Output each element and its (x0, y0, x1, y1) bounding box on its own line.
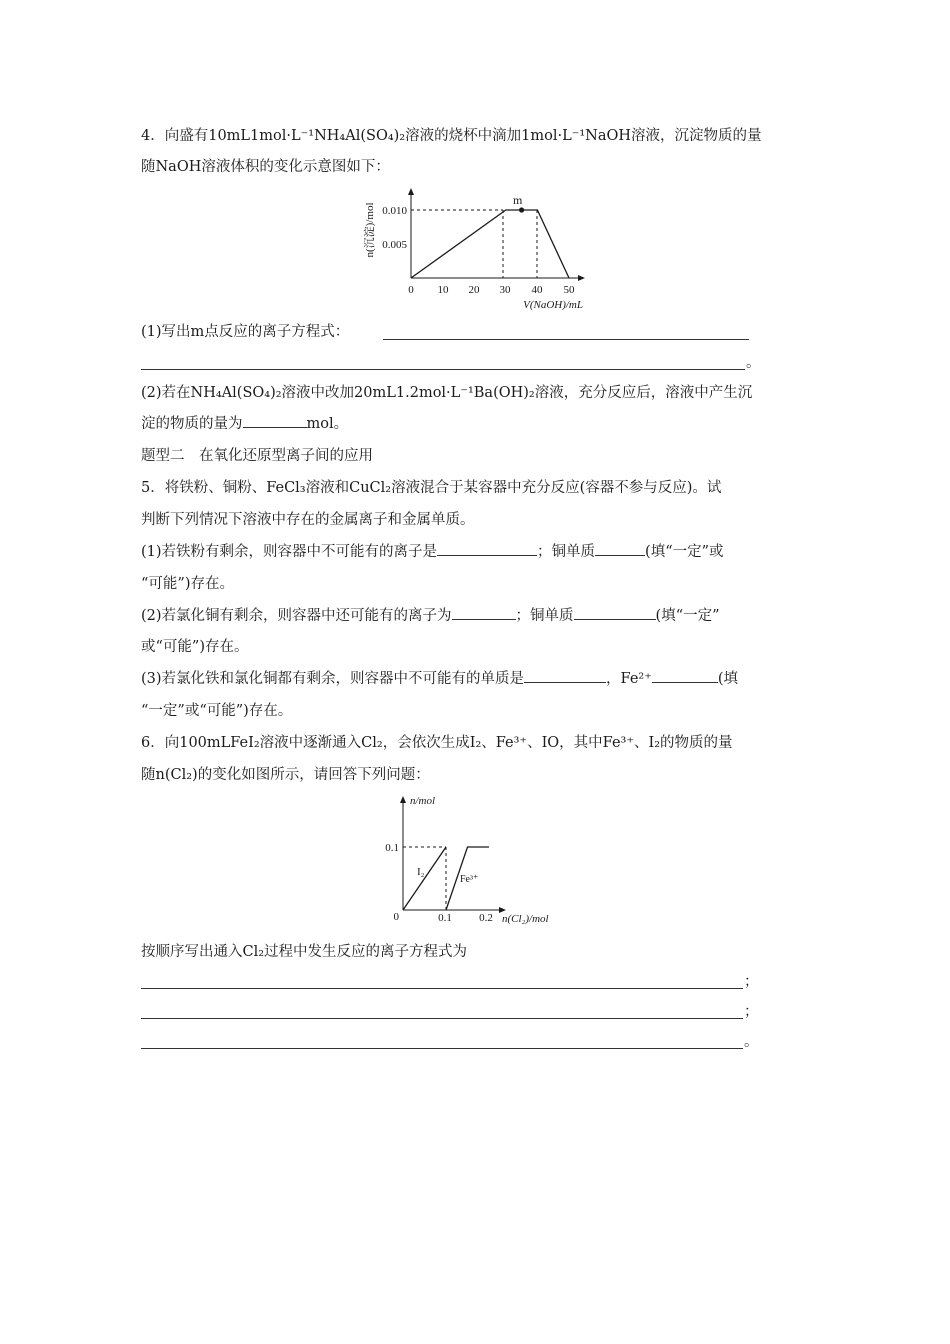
q5-s1-text-b: ；铜单质 (537, 544, 596, 560)
q4-sub2-prefix: 淀的物质的量为 (141, 416, 243, 432)
q5-s1-cont: “可能”)存在。 (141, 576, 234, 592)
chart1-ylabel: n(沉淀)/mol (364, 202, 376, 258)
chart2-xtick-01: 0.1 (438, 912, 452, 924)
q5-s3-text-a: (3)若氯化铁和氯化铜都有剩余，则容器中不可能有的单质是 (141, 671, 525, 687)
chart1-point-m (519, 207, 524, 212)
q4-sub1-blank[interactable] (383, 339, 749, 340)
q4-sub1-text: (1)写出m点反应的离子方程式： (141, 324, 350, 340)
q5-s2-text-c: (填“一定” (655, 608, 720, 624)
q6-answer-blank1[interactable] (141, 988, 743, 989)
chart2-label-i2: I₂ (417, 866, 425, 878)
chart2-label-fe3: Fe³⁺ (460, 874, 479, 885)
q4-sub2-line1: (2)若在NH₄Al(SO₄)₂溶液中改加20mL1.2mol·L⁻¹Ba(OH)₂溶液，充分反应后，溶液中产生沉 (141, 385, 753, 401)
q5-s2-blank1[interactable] (452, 605, 516, 620)
q5-s2-blank2[interactable] (574, 605, 656, 620)
chart2-y-arrow (400, 796, 406, 803)
q4-sub1-end: 。 (746, 355, 761, 371)
q5-s1 (141, 541, 811, 563)
chart1-ytick-0010: 0.010 (382, 205, 407, 217)
q6-answer-blank2[interactable] (141, 1018, 743, 1019)
q5-s3-cont: “一定”或“可能”)存在。 (141, 703, 293, 719)
chart1-xtick-0: 0 (408, 284, 414, 296)
q4-sub1-blank-line2[interactable] (141, 369, 745, 370)
chart2-xlabel: n(Cl₂)/mol (502, 913, 549, 925)
q4-line2: 随NaOH溶液体积的变化示意图如下： (141, 159, 390, 175)
chart1-xtick-20: 20 (468, 284, 480, 296)
q6-end3: 。 (744, 1034, 759, 1050)
chart-precipitate-vs-naoh (355, 188, 595, 313)
chart1-annotation-m: m (513, 193, 523, 207)
q5-s2-text-b: ；铜单质 (515, 608, 574, 624)
q6-end2: ； (744, 1004, 759, 1020)
chart1-x-arrow (578, 275, 585, 281)
chart-iodine-iron-vs-cl2 (380, 790, 580, 930)
q6-line2: 随n(Cl₂)的变化如图所示，请回答下列问题： (141, 767, 430, 783)
chart2-ytick-01: 0.1 (385, 842, 399, 854)
section-title: 题型二 在氧化还原型离子间的应用 (141, 448, 373, 464)
q5-s3-text-c: (填 (717, 671, 739, 687)
chart1-series-line (411, 210, 569, 278)
q6-prompt: 按顺序写出通入Cl₂过程中发生反应的离子方程式为 (141, 944, 468, 960)
q5-s1-text-c: (填“一定”或 (645, 544, 724, 560)
q5-s3-text-b: ，Fe²⁺ (606, 671, 652, 687)
chart2-xtick-0: 0 (393, 911, 399, 923)
q5-line1: 5．将铁粉、铜粉、FeCl₃溶液和CuCl₂溶液混合于某容器中充分反应(容器不参与反应)。试 (141, 480, 722, 496)
q5-s2-cont: 或“可能”)存在。 (141, 639, 249, 655)
chart2-xtick-02: 0.2 (479, 912, 493, 924)
chart2-series-i2 (403, 847, 446, 910)
q5-line2: 判断下列情况下溶液中存在的金属离子和金属单质。 (141, 512, 475, 528)
chart1-y-arrow (408, 188, 414, 195)
chart1-xtick-30: 30 (499, 284, 511, 296)
q5-s2 (141, 605, 811, 627)
q4-line1: 4．向盛有10mL1mol·L⁻¹NH₄Al(SO₄)₂溶液的烧杯中滴加1mol·L⁻¹NaOH溶液，沉淀物质的量 (141, 128, 762, 144)
q5-s1-text-a: (1)若铁粉有剩余，则容器中不可能有的离子是 (141, 544, 438, 560)
q4-sub2-blank[interactable] (243, 413, 307, 428)
q6-line1: 6．向100mLFeI₂溶液中逐渐通入Cl₂，会依次生成I₂、Fe³⁺、IO，其中Fe³⁺、I₂的物质的量 (141, 735, 733, 751)
chart2-ylabel: n/mol (410, 795, 436, 807)
chart1-xlabel: V(NaOH)/mL (523, 299, 583, 311)
q5-s2-text-a: (2)若氯化铜有剩余，则容器中还可能有的离子为 (141, 608, 452, 624)
chart1-xtick-10: 10 (437, 284, 449, 296)
chart1-xtick-50: 50 (563, 284, 575, 296)
q4-sub2-suffix: mol。 (306, 416, 349, 432)
q6-answer-blank3[interactable] (141, 1048, 743, 1049)
q5-s3-blank2[interactable] (652, 668, 718, 683)
q5-s1-blank2[interactable] (595, 541, 645, 556)
chart1-xtick-40: 40 (531, 284, 543, 296)
q5-s3 (141, 668, 811, 690)
q4-sub2-line2 (141, 413, 811, 435)
q6-end1: ； (744, 974, 759, 990)
chart1-ytick-0005: 0.005 (382, 239, 407, 251)
q5-s3-blank1[interactable] (524, 668, 606, 683)
q5-s1-blank1[interactable] (437, 541, 537, 556)
